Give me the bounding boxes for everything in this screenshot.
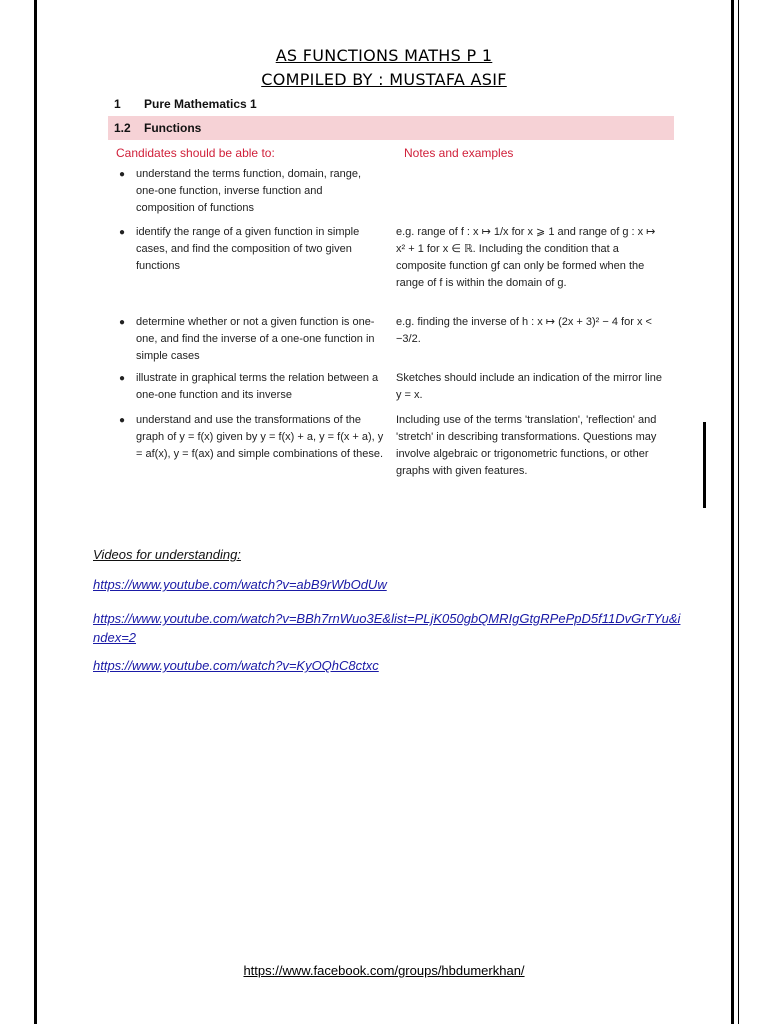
bullet-icon: ● <box>118 317 126 328</box>
row-note <box>396 166 666 224</box>
syllabus-row <box>108 224 674 314</box>
subsection-heading <box>108 116 674 140</box>
page-title: AS FUNCTIONS MATHS P 1 <box>275 46 493 65</box>
column-headings <box>108 146 674 160</box>
page-subtitle: COMPILED BY : MUSTAFA ASIF <box>261 70 507 89</box>
syllabus-row <box>108 314 674 370</box>
section-number: 1 <box>114 97 121 111</box>
row-objective: understand the terms function, domain, range, one-one function, inverse function and composition of functions <box>136 168 362 214</box>
video-link[interactable]: https://www.youtube.com/watch?v=KyOQhC8ctxc <box>93 658 379 673</box>
subsection-number: 1.2 <box>114 121 131 135</box>
margin-bar <box>703 422 706 508</box>
right-column-heading: Notes and examples <box>404 146 514 160</box>
section-heading <box>108 92 674 116</box>
syllabus-row <box>108 370 674 412</box>
section-title: Pure Mathematics 1 <box>144 97 257 111</box>
bullet-icon: ● <box>118 373 126 384</box>
row-note: Sketches should include an indication of the mirror line y = x. <box>396 372 662 401</box>
bullet-icon: ● <box>118 415 126 426</box>
page-border-right-inner <box>738 0 739 1024</box>
bullet-icon: ● <box>118 169 126 180</box>
row-objective: identify the range of a given function in simple cases, and find the composition of two given functions <box>136 226 360 272</box>
video-link[interactable]: https://www.youtube.com/watch?v=abB9rWbOdUw <box>93 577 387 592</box>
bullet-icon: ● <box>118 227 126 238</box>
subsection-title: Functions <box>144 121 202 135</box>
row-objective: understand and use the transformations of the graph of y = f(x) given by y = f(x) + a, y = f(x + a), y = af(x), y = f(ax) and simple combinations of these. <box>136 414 384 460</box>
page-border-left <box>34 0 37 1024</box>
row-objective: illustrate in graphical terms the relation between a one-one function and its inverse <box>136 372 379 401</box>
row-note: e.g. finding the inverse of h : x ↦ (2x + 3)² − 4 for x < −3/2. <box>396 316 652 345</box>
row-note: e.g. range of f : x ↦ 1/x for x ⩾ 1 and range of g : x ↦ x² + 1 for x ∈ ℝ. Including the condition that a composite function gf can only be formed when the range of f is within the domain of g. <box>396 226 656 289</box>
videos-label: Videos for understanding: <box>93 547 241 562</box>
row-note: Including use of the terms 'translation', 'reflection' and 'stretch' in describing transformations. Questions may involve algebraic or trigonometric functions, or other graphs with given features. <box>396 414 657 477</box>
left-column-heading: Candidates should be able to: <box>116 146 275 160</box>
syllabus-row <box>108 412 674 502</box>
footer-link[interactable]: https://www.facebook.com/groups/hbdumerkhan/ <box>243 963 525 978</box>
syllabus-table <box>108 92 674 502</box>
page-border-right <box>731 0 734 1024</box>
syllabus-row <box>108 166 674 224</box>
video-link[interactable]: https://www.youtube.com/watch?v=BBh7rnWuo3E&list=PLjK050gbQMRIgGtgRPePpD5f11DvGrTYu&index=2 <box>93 611 681 645</box>
row-objective: determine whether or not a given function is one-one, and find the inverse of a one-one function in simple cases <box>136 316 375 362</box>
